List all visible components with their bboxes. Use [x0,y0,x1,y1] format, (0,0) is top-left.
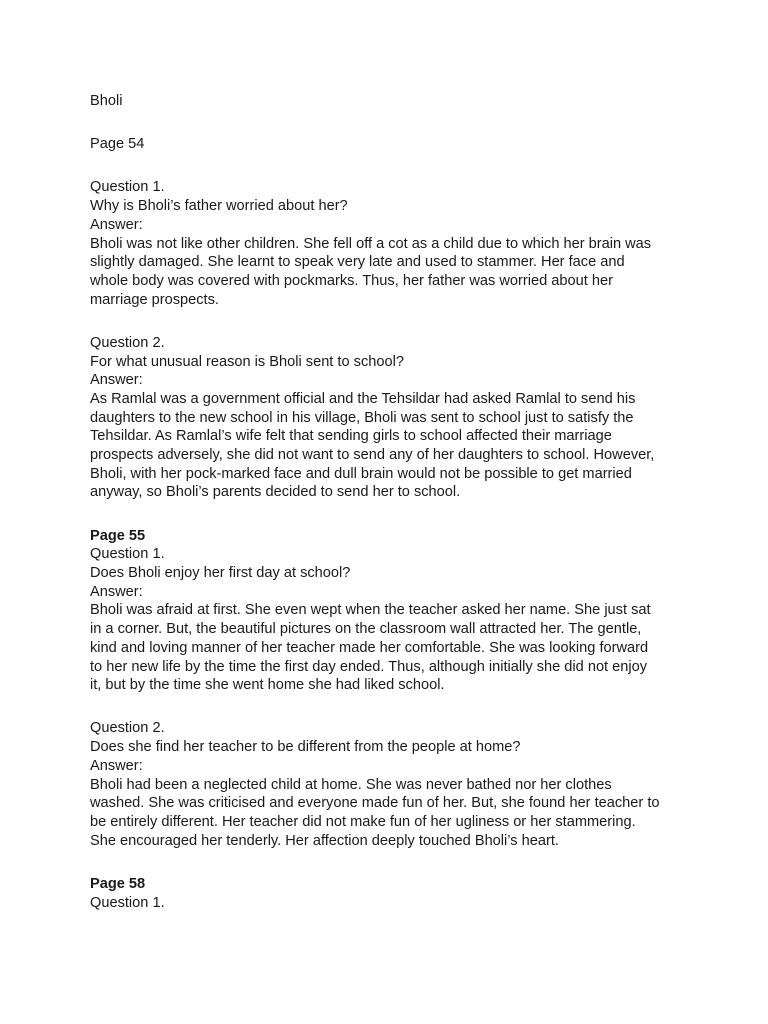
answer-line: it, but by the time she went home she had liked school. [90,677,445,694]
question-number: Question 2. [90,720,165,737]
answer-line: As Ramlal was a government official and the Tehsildar had asked Ramlal to send his [90,390,636,407]
answer-line: Bholi, with her pock-marked face and dull brain would not be possible to get married [90,465,632,482]
answer-label: Answer: [90,372,143,389]
spacer [90,309,690,334]
answer-line: to her new life by the time the first day ended. Thus, although initially she did not enjoy [90,658,648,675]
question-text: Does Bholi enjoy her first day at school? [90,565,351,582]
question-number: Question 1. [90,894,165,911]
question-text: Does she find her teacher to be different from the people at home? [90,739,521,756]
spacer [90,502,690,527]
answer-line: prospects adversely, she did not want to send any of her daughters to school. However, [90,447,655,464]
answer-line: daughters to the new school in his village, Bholi was sent to school just to satisfy the [90,409,634,426]
answer-line: She encouraged her tenderly. Her affection deeply touched Bholi’s heart. [90,832,559,849]
answer-line: be entirely different. Her teacher did not make fun of her ugliness or her stammering. [90,814,636,830]
answer-line: washed. She was criticised and everyone made fun of her. But, she found her teacher to [90,795,660,812]
answer-line: slightly damaged. She learnt to speak very late and used to stammer. Her face and [90,254,625,271]
answer-line: Tehsildar. As Ramlal’s wife felt that sending girls to school affected their marriage [90,428,612,445]
answer-line: Bholi was not like other children. She fell off a cot as a child due to which her brain was [90,235,652,252]
question-text: For what unusual reason is Bholi sent to school? [90,353,404,370]
section-page-label: Page 55 [90,527,146,544]
document-page [90,92,690,912]
question-number: Question 1. [90,546,165,563]
answer-line: Bholi was afraid at first. She even wept when the teacher asked her name. She just sat [90,602,651,619]
question-text: Why is Bholi’s father worried about her? [90,198,348,215]
answer-line: marriage prospects. [90,291,219,308]
document-title: Bholi [90,93,123,109]
answer-line: Bholi had been a neglected child at home. She was never bathed nor her clothes [90,776,612,793]
spacer [90,695,690,720]
answer-line: in a corner. But, the beautiful pictures on the classroom wall attracted her. The gentle, [90,621,642,638]
answer-line: kind and loving manner of her teacher made her comfortable. She was looking forward [90,639,649,656]
answer-line: whole body was covered with pockmarks. Thus, her father was worried about her [90,272,613,289]
answer-label: Answer: [90,583,143,600]
spacer [90,850,690,875]
spacer [90,154,690,179]
answer-line: anyway, so Bholi’s parents decided to send her to school. [90,484,461,501]
answer-label: Answer: [90,757,143,774]
spacer [90,111,690,136]
question-number: Question 1. [90,179,165,196]
answer-label: Answer: [90,216,143,233]
section-page-label: Page 58 [90,875,146,892]
question-number: Question 2. [90,334,165,351]
page-label: Page 54 [90,136,145,153]
